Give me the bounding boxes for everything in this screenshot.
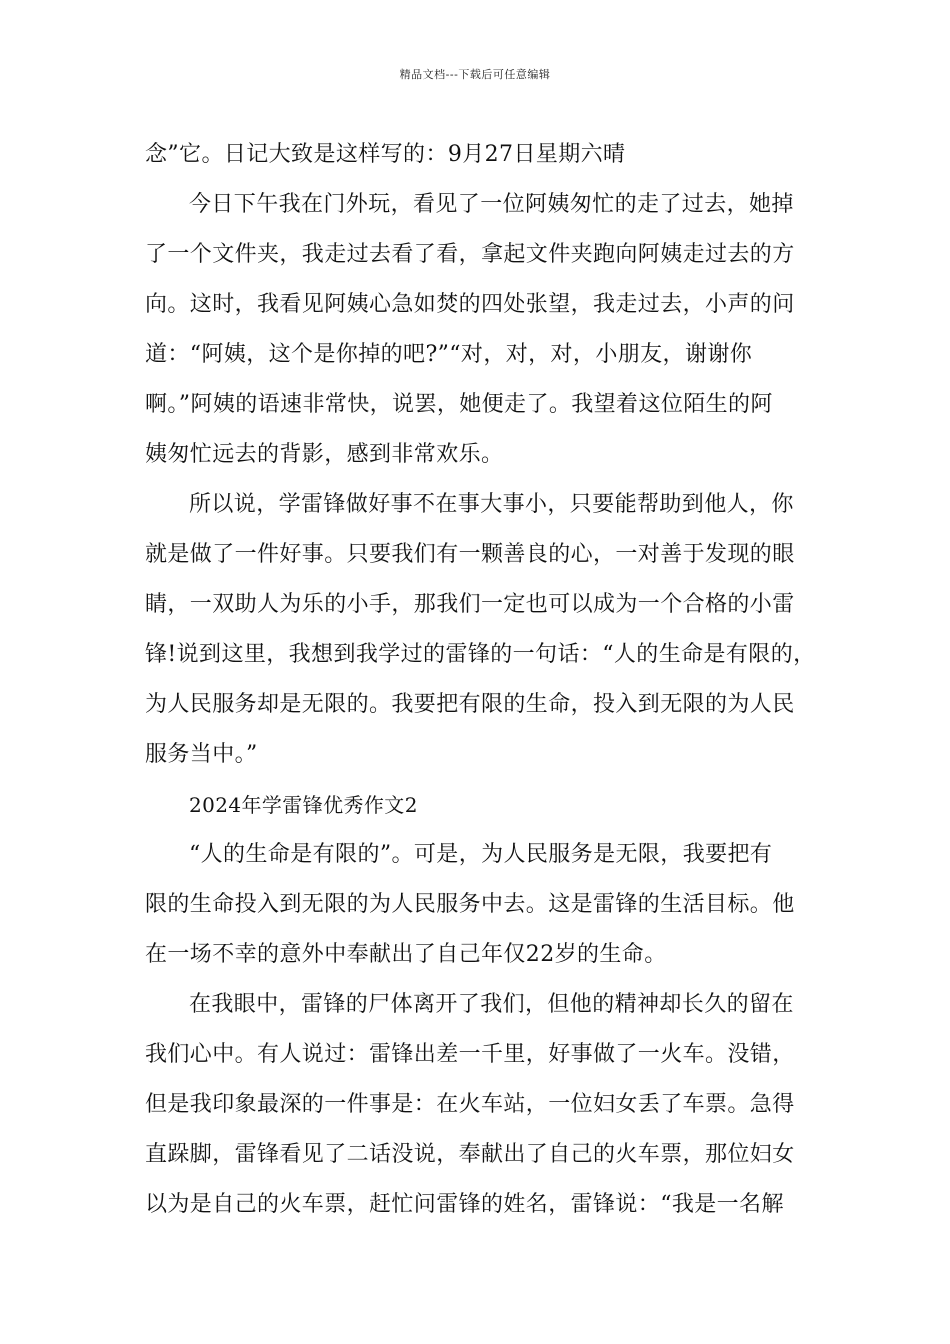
document-body [145, 130, 817, 1230]
text-line: 姨匆忙远去的背影，感到非常欢乐。 [145, 442, 504, 467]
text-line: 念”它。日记大致是这样写的：9月27日星期六晴 [145, 142, 626, 167]
text-line: 直跺脚，雷锋看见了二话没说，奉献出了自己的火车票，那位妇女 [145, 1142, 795, 1167]
text-line: 以为是自己的火车票，赶忙问雷锋的姓名，雷锋说：“我是一名解 [145, 1192, 784, 1217]
text-line: 在我眼中，雷锋的尸体离开了我们，但他的精神却长久的留在 [189, 992, 794, 1017]
text-line: 所以说，学雷锋做好事不在事大事小，只要能帮助到他人，你 [189, 492, 794, 517]
text-line: 就是做了一件好事。只要我们有一颗善良的心，一对善于发现的眼 [145, 542, 795, 567]
text-line: 锋!说到这里，我想到我学过的雷锋的一句话：“人的生命是有限的， [145, 642, 816, 667]
text-line: 睛，一双助人为乐的小手，那我们一定也可以成为一个合格的小雷 [145, 592, 795, 617]
text-line: 今日下午我在门外玩，看见了一位阿姨匆忙的走了过去，她掉 [189, 192, 794, 217]
text-line: 了一个文件夹，我走过去看了看，拿起文件夹跑向阿姨走过去的方 [145, 242, 795, 267]
text-line: 向。这时，我看见阿姨心急如焚的四处张望，我走过去，小声的问 [145, 292, 795, 317]
text-line: 限的生命投入到无限的为人民服务中去。这是雷锋的生活目标。他 [145, 892, 795, 917]
text-line: 服务当中。” [145, 742, 258, 767]
page-header: 精品文档---下载后可任意编辑 [399, 68, 551, 81]
text-line: 啊。”阿姨的语速非常快，说罢，她便走了。我望着这位陌生的阿 [145, 392, 773, 417]
section-heading: 2024年学雷锋优秀作文2 [189, 793, 418, 817]
text-line: 在一场不幸的意外中奉献出了自己年仅22岁的生命。 [145, 942, 667, 967]
text-line: 但是我印象最深的一件事是：在火车站，一位妇女丢了车票。急得 [145, 1092, 795, 1117]
text-line: 我们心中。有人说过：雷锋出差一千里，好事做了一火车。没错， [145, 1042, 795, 1067]
text-line: “人的生命是有限的”。可是，为人民服务是无限，我要把有 [189, 842, 773, 867]
text-line: 道：“阿姨，这个是你掉的吧?”“对，对，对，小朋友，谢谢你 [145, 342, 753, 367]
text-line: 为人民服务却是无限的。我要把有限的生命，投入到无限的为人民 [145, 692, 795, 717]
